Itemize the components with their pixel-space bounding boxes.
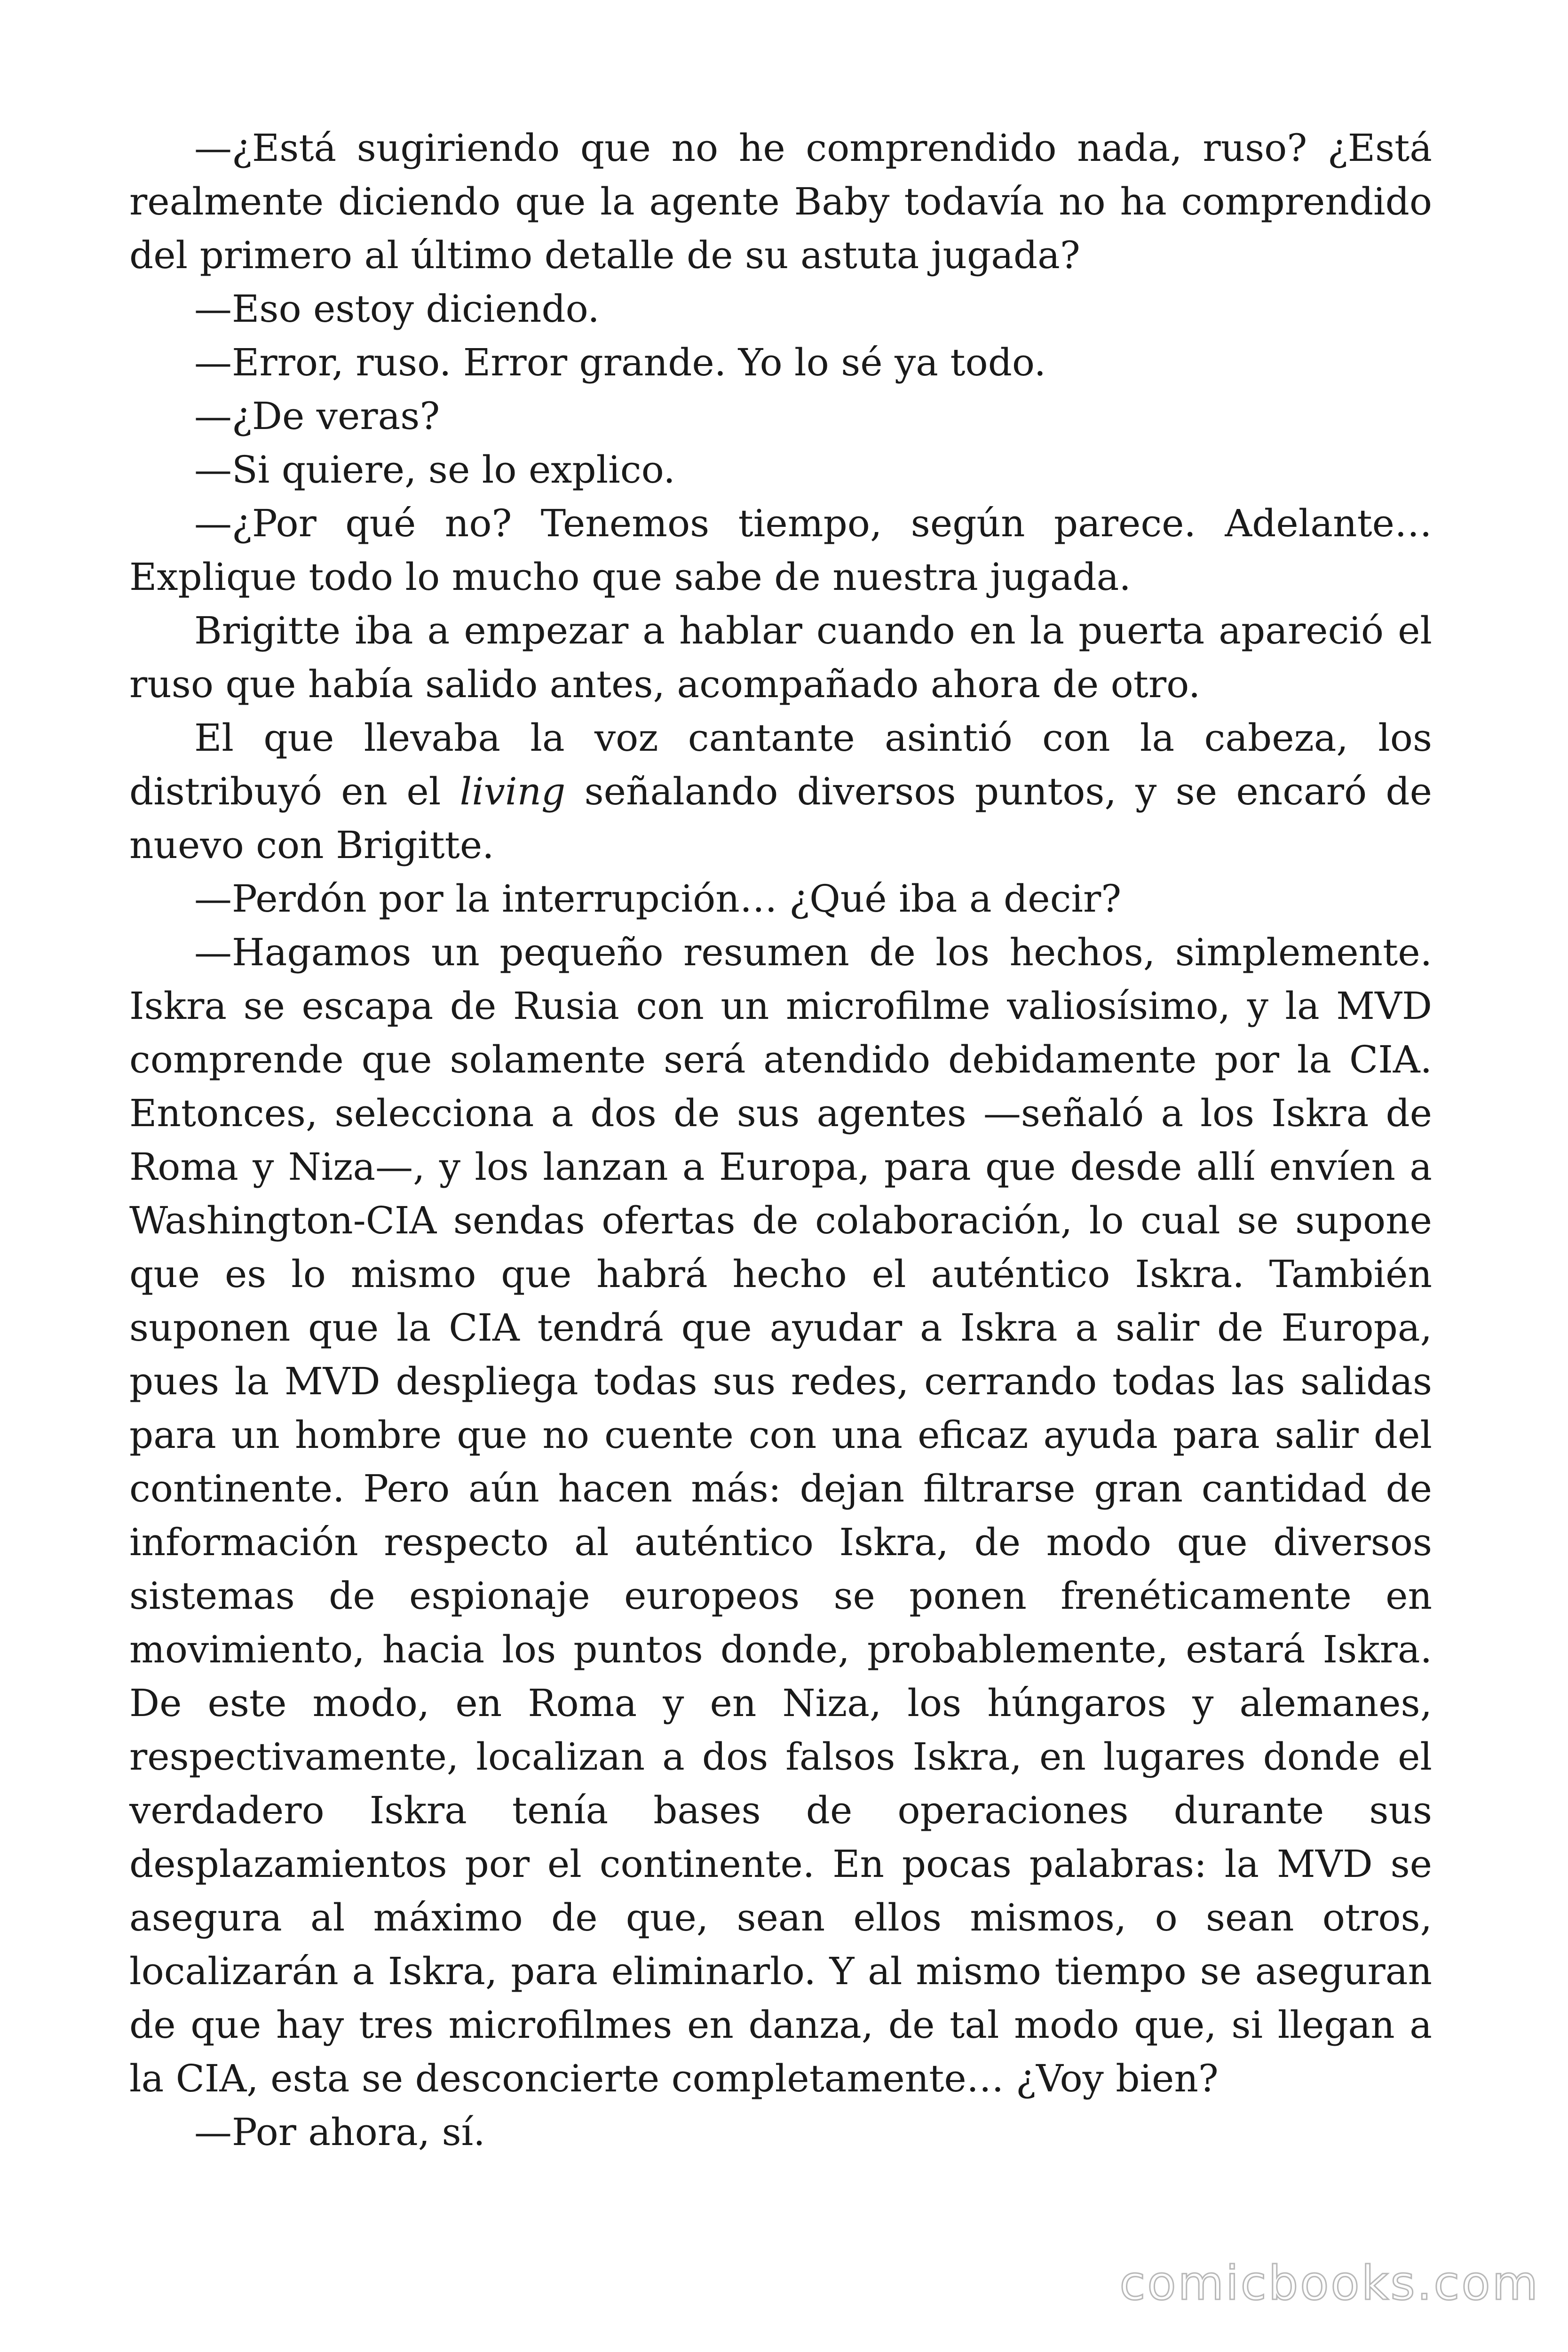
paragraph-text: señalando diversos puntos, y se encaró de nuevo con Brigitte. <box>129 770 1432 867</box>
watermark-text: comicbooks.com <box>1119 2256 1540 2311</box>
page-body-text <box>129 121 1432 2159</box>
paragraph-text: El que llevaba la voz cantante asintió con la cabeza, los distribuyó en el <box>129 716 1432 813</box>
paragraph: —Hagamos un pequeño resumen de los hechos, simplemente. Iskra se escapa de Rusia con un microfilme valiosísimo, y la MVD comprende que solamente será atendido debidamente por la CIA. Entonces, selecciona a dos de sus agentes —señaló a los Iskra de Roma y Niza—, y los lanzan a Europa, para que desde allí envíen a Washington-CIA sendas ofertas de colaboración, lo cual se supone que es lo mismo que habrá hecho el auténtico Iskra. También suponen que la CIA tendrá que ayudar a Iskra a salir de Europa, pues la MVD despliega todas sus redes, cerrando todas las salidas para un hombre que no cuente con una eficaz ayuda para salir del continente. Pero aún hacen más: dejan filtrarse gran cantidad de información respecto al auténtico Iskra, de modo que diversos sistemas de espionaje europeos se ponen frenéticamente en movimiento, hacia los puntos donde, probablemente, estará Iskra. De este modo, en Roma y en Niza, los húngaros y alemanes, respectivamente, localizan a dos falsos Iskra, en lugares donde el verdadero Iskra tenía bases de operaciones durante sus desplazamientos por el continente. En pocas palabras: la MVD se asegura al máximo de que, sean ellos mismos, o sean otros, localizarán a Iskra, para eliminarlo. Y al mismo tiempo se aseguran de que hay tres microfilmes en danza, de tal modo que, si llegan a la CIA, esta se desconcierte completamente… ¿Voy bien? <box>129 930 1432 2100</box>
paragraph: —Por ahora, sí. <box>194 2110 485 2154</box>
paragraph: —Perdón por la interrupción… ¿Qué iba a decir? <box>194 877 1122 921</box>
paragraph: —¿Por qué no? Tenemos tiempo, según parece. Adelante… Explique todo lo mucho que sabe de nuestra jugada. <box>129 501 1432 599</box>
paragraph <box>129 711 1432 872</box>
paragraph: —Eso estoy diciendo. <box>194 287 600 331</box>
paragraph: Brigitte iba a empezar a hablar cuando en la puerta apareció el ruso que había salido antes, acompañado ahora de otro. <box>129 609 1432 706</box>
paragraph: —Error, ruso. Error grande. Yo lo sé ya todo. <box>194 341 1046 384</box>
paragraph: —Si quiere, se lo explico. <box>194 448 675 492</box>
italic-word: living <box>459 770 566 813</box>
paragraph: —¿Está sugiriendo que no he comprendido nada, ruso? ¿Está realmente diciendo que la agente Baby todavía no ha comprendido del primero al último detalle de su astuta jugada? <box>129 126 1432 277</box>
paragraph: —¿De veras? <box>194 394 440 438</box>
